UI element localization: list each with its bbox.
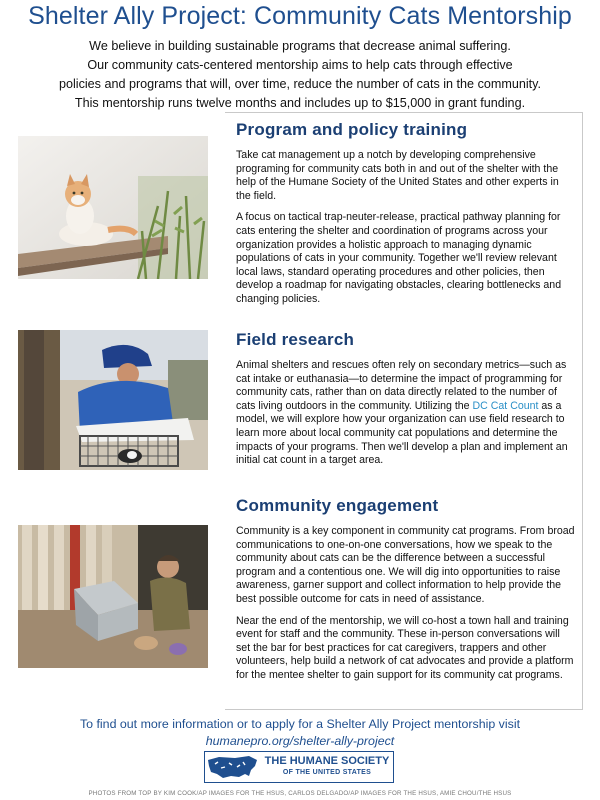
paragraph-text: Animal shelters and rescues often rely on secondary metrics—such as cat intake or euthanasia—to determine the impact of programming for community cats, rather than on data directly related to the number of cats living outdoors in the community. Utilizing the: [236, 359, 567, 412]
section-paragraph: A focus on tactical trap-neuter-release, practical pathway planning for cats entering the shelter and coordination of programs across your organization provides a holistic approach to managing dynamic populations of cats in your community. Together we'll review relevant local laws, standard operating procedures and other policies, then develop a roadmap for navigating obstacles, clearing bottlenecks and changing policies.: [236, 211, 562, 305]
hsus-line2: OF THE UNITED STATES: [282, 769, 372, 776]
hsus-line1: THE HUMANE SOCIETY: [264, 755, 390, 767]
section-program-policy: [236, 120, 576, 315]
photo-feeding-station: [18, 525, 208, 668]
photo-trap-release: [18, 330, 208, 470]
intro-line: This mentorship runs twelve months and includes up to $15,000 in grant funding.: [74, 96, 526, 110]
dc-cat-count-link[interactable]: DC Cat Count: [472, 399, 539, 412]
intro-line: Our community cats-centered mentorship aims to help cats through effective: [87, 58, 513, 72]
section-heading: Community engagement: [236, 496, 439, 515]
section-paragraph: Community is a key component in community cat programs. From broad communications to one-on-one conversations, how we speak to the community about cats can be the difference between a successful program and a contentious one. We will dig into opportunities to raise awareness, garner support and collect information to help provide the best possible outcome for cats in need of assistance.: [236, 525, 575, 605]
footer-cta-text: To find out more information or to apply for a Shelter Ally Project mentorship visit: [79, 717, 521, 731]
intro-line: We believe in building sustainable programs that decrease animal suffering.: [89, 39, 511, 53]
usa-map-icon: [205, 752, 261, 782]
intro-line: policies and programs that will, over time, reduce the number of cats in the community.: [58, 77, 542, 91]
section-paragraph: [236, 359, 576, 468]
photo-cat-on-rail: [18, 136, 208, 279]
photo-credits: PHOTOS FROM TOP BY KIM COOK/AP IMAGES FOR THE HSUS, CARLOS DELGADO/AP IMAGES FOR THE HSUS, AMIE CHOU/THE HSUS: [88, 790, 512, 797]
hsus-wordmark: [261, 756, 393, 778]
section-heading: Program and policy training: [236, 120, 468, 139]
page-title: Shelter Ally Project: Community Cats Mentorship: [28, 2, 572, 30]
hsus-logo: [204, 751, 394, 783]
intro-text: [20, 37, 580, 113]
section-field-research: [236, 330, 576, 476]
footer-cta: [0, 716, 600, 750]
section-heading: Field research: [236, 330, 355, 349]
section-paragraph: Near the end of the mentorship, we will co-host a town hall and training event for staff and the community. These in-person conversations will set the bar for best practices for cat caregivers, trappers and other volunteers, help build a network of cat advocates and provide a platform for the mentee shelter to gain support for its community cat programs.: [236, 614, 574, 681]
section-paragraph: Take cat management up a notch by developing comprehensive programing for community cats both in and out of the shelter with the help of the Humane Society of the United States and other experts in the field.: [236, 149, 559, 202]
footer-url-link[interactable]: humanepro.org/shelter-ally-project: [205, 734, 395, 748]
paragraph-text: as a model, we will explore how your organization can use field research to learn more about local community cat populations and determine the impacts of your programs. Then we'll develop a plan and implement an initial cat count in a target area.: [236, 399, 568, 467]
section-community-engagement: [236, 496, 576, 691]
